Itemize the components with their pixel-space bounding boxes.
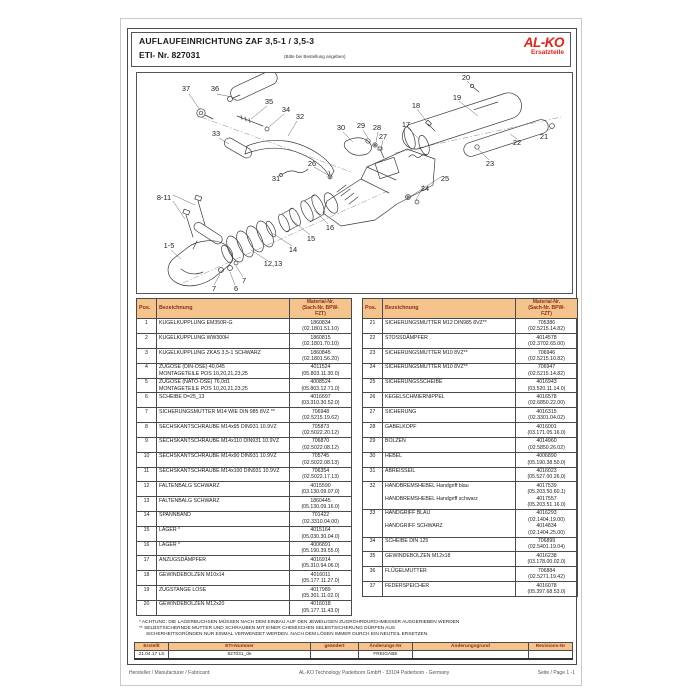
cell-pos: 21 <box>363 319 383 334</box>
table-row <box>137 541 352 556</box>
table-row <box>137 497 352 512</box>
cell-bezeichnung: GABELKOPF <box>383 423 516 438</box>
cell-bezeichnung: SICHERUNGSMUTTER M10 8VZ** <box>383 349 516 364</box>
table-row <box>137 452 352 467</box>
parts-table-right <box>362 298 578 597</box>
table-row <box>363 408 578 423</box>
cell-pos: 12 <box>137 482 157 497</box>
diagram-callout-36: 36 <box>210 84 220 93</box>
cell-pos: 20 <box>137 600 157 615</box>
cell-material-nr: 4006891 (05.190.39.55.0) <box>290 541 352 556</box>
diagram-callout-6: 6 <box>233 284 239 293</box>
cell-material-nr: 4014578 (02.3702.65.00) <box>516 334 578 349</box>
footer-page-number: Seite / Page 1 -1 <box>537 670 575 676</box>
diagram-callout-32: 32 <box>295 112 305 121</box>
cell-bezeichnung: LAGER * <box>157 526 290 541</box>
page-footer <box>129 670 575 676</box>
cell-bezeichnung: FALTENBALG SCHWARZ <box>157 497 290 512</box>
diagram-callout-1-5: 1-5 <box>163 241 175 250</box>
cell-material-nr: 4016914 (05.310.94.06.0) <box>290 556 352 571</box>
parts-table-left <box>136 298 352 616</box>
table-row <box>363 537 578 552</box>
title-block <box>131 32 571 67</box>
diagram-callout-29: 29 <box>356 121 366 130</box>
cell-bezeichnung: SPANNBAND <box>157 511 290 526</box>
footer-manufacturer-label: Hersteller / Manufacturer / Fabricant: <box>129 670 211 676</box>
cell-pos: 35 <box>363 552 383 567</box>
cell-material-nr: 4016578 (02.6850.22.00) <box>516 393 578 408</box>
exploded-diagram <box>136 72 573 294</box>
table-row <box>137 423 352 438</box>
cell-material-nr: 705873 (02.5022.20.12) <box>290 423 352 438</box>
cell-material-nr: 4006890 (05.190.38.50.0) <box>516 452 578 467</box>
cell-bezeichnung: HEBEL <box>383 452 516 467</box>
diagram-callout-31: 31 <box>271 174 281 183</box>
cell-bezeichnung: STOSSDÄMPFER <box>383 334 516 349</box>
order-note: (Bitte bei Bestellung angeben) <box>284 54 346 59</box>
col-header-pos: Pos. <box>137 299 157 319</box>
cell-material-nr: 4015164 (05.030.30.04.0) <box>290 526 352 541</box>
col-header-material <box>290 299 352 319</box>
revision-aenderungs-nr-value: FREIGABE <box>359 651 413 660</box>
revision-eti-nummer-value: 827031_de <box>169 651 311 660</box>
cell-material-nr: 1860815 (02.1801.70.10) <box>290 334 352 349</box>
cell-material-nr: 4015590 (03.130.09.07.0) <box>290 482 352 497</box>
diagram-callout-19: 19 <box>452 93 462 102</box>
diagram-callout-18: 18 <box>411 101 421 110</box>
revision-col-aenderungs-nr: Änderungs-Nr <box>359 643 413 651</box>
cell-material-nr: 4016001 (03.171.05.16.0) <box>516 423 578 438</box>
parts-table-header-row <box>363 299 578 319</box>
cell-material-nr: 4016238 (03.178.00.02.0) <box>516 552 578 567</box>
cell-bezeichnung: SECHSKANTSCHRAUBE M14x90 DIN931 10.9VZ <box>157 452 290 467</box>
cell-material-nr: 706948 (02.5215.19.62) <box>290 408 352 423</box>
revision-col-erstellt: Erstellt <box>135 643 169 651</box>
cell-pos: 8 <box>137 423 157 438</box>
footnote-1: * ACHTUNG: DIE LAGERBUCHSEN MÜSSEN NACH DEM EINBAU AUF DEN JEWEILIGEN ZUGROHRDURCHMESSER AUSGERIEBEN WERDEN <box>139 620 460 625</box>
diagram-callout-33: 33 <box>211 129 221 138</box>
cell-bezeichnung: SECHSKANTSCHRAUBE M14x100 DIN931 10.9VZ <box>157 467 290 482</box>
diagram-callout-27: 27 <box>378 132 388 141</box>
cell-pos: 10 <box>137 452 157 467</box>
cell-bezeichnung: FALTENBALG SCHWARZ <box>157 482 290 497</box>
cell-pos: 3 <box>137 349 157 364</box>
cell-material-nr: 701422 (02.3310.04.00) <box>290 511 352 526</box>
table-row <box>363 349 578 364</box>
diagram-callout-17: 17 <box>401 120 411 129</box>
cell-material-nr: 4014960 (02.5850.26.02) <box>516 437 578 452</box>
cell-pos: 24 <box>363 363 383 378</box>
col-header-material-line3: FZT) <box>541 310 552 317</box>
cell-bezeichnung: HANDGRIFF BLAU HANDGRIFF SCHWARZ <box>383 509 516 537</box>
cell-bezeichnung: GEWINDEBOLZEN M10x14 <box>157 571 290 586</box>
diagram-callout-30: 30 <box>336 123 346 132</box>
revision-col-geaendert: geändert <box>311 643 359 651</box>
cell-pos: 34 <box>363 537 383 552</box>
cell-material-nr: 4016023 (05.527.00.26.0) <box>516 467 578 482</box>
table-row <box>137 349 352 364</box>
revision-table <box>134 642 573 660</box>
alko-logo <box>524 36 564 56</box>
cell-bezeichnung: ZUGSTANGE LOSE <box>157 586 290 601</box>
cell-pos: 6 <box>137 393 157 408</box>
cell-bezeichnung: SICHERUNG <box>383 408 516 423</box>
table-row <box>363 582 578 597</box>
table-row <box>137 334 352 349</box>
cell-bezeichnung: SECHSKANTSCHRAUBE M14x95 DIN931 10.9VZ <box>157 423 290 438</box>
diagram-callout-34: 34 <box>281 105 291 114</box>
cell-material-nr: 706947 (02.5215.14.82) <box>516 363 578 378</box>
cell-bezeichnung: LAGER * <box>157 541 290 556</box>
table-row <box>137 556 352 571</box>
cell-pos: 16 <box>137 541 157 556</box>
cell-bezeichnung: ANZUGSDÄMPFER <box>157 556 290 571</box>
diagram-callout-8-11: 8-11 <box>156 193 172 202</box>
cell-bezeichnung: SICHERUNGSMUTTER M12 DIN985 8VZ** <box>383 319 516 334</box>
cell-material-nr: 4008524 (05.803.12.71.0) <box>290 378 352 393</box>
revision-revisions-nr-value <box>529 651 573 660</box>
cell-bezeichnung: SCHEIBE DIN 125 <box>383 537 516 552</box>
footnote-3: SICHERHEITSGRÜNDEN NUR EINMAL VERWENDET WERDEN. NACH DEM LÖSEN IMMER DURCH EIN NEUTEIL ERSETZEN. <box>146 631 429 637</box>
col-header-pos: Pos. <box>363 299 383 319</box>
alko-logo-text: AL-KO <box>523 35 564 50</box>
cell-bezeichnung: FLÜGELMUTTER <box>383 567 516 582</box>
cell-pos: 28 <box>363 423 383 438</box>
eti-number: ETI- Nr. 827031 <box>139 50 201 60</box>
revision-geaendert-value <box>311 651 359 660</box>
col-header-material-line1: Material-Nr. <box>532 299 561 305</box>
cell-pos: 26 <box>363 393 383 408</box>
cell-pos: 15 <box>137 526 157 541</box>
cell-material-nr: 706946 (02.5215.10.82) <box>516 349 578 364</box>
cell-material-nr: 4011524 (05.803.11.30.0) <box>290 363 352 378</box>
diagram-callout-26: 26 <box>307 159 317 168</box>
cell-pos: 5 <box>137 378 157 393</box>
cell-material-nr: 4016011 (05.177.11.27.0) <box>290 571 352 586</box>
table-row <box>137 393 352 408</box>
revision-col-aenderungsgrund: Änderungsgrund <box>413 643 529 651</box>
cell-material-nr: 706354 (02.5022.17.13) <box>290 467 352 482</box>
table-row <box>363 467 578 482</box>
cell-bezeichnung: HANDBREMSHEBEL Handgriff blau HANDBREMSHEBEL Handgriff schwarz <box>383 482 516 510</box>
cell-pos: 36 <box>363 567 383 582</box>
cell-material-nr: 705386 (02.5215.14.82) <box>516 319 578 334</box>
cell-pos: 33 <box>363 509 383 537</box>
revision-value-row <box>135 651 573 660</box>
cell-material-nr: 705745 (02.5022.08.13) <box>290 452 352 467</box>
table-row <box>137 600 352 615</box>
cell-bezeichnung: KUGELKUPPLUNG EM350R-G <box>157 319 290 334</box>
cell-material-nr: 4016078 (05.397.68.53.0) <box>516 582 578 597</box>
cell-material-nr: 4017989 (05.301.11.02.0) <box>290 586 352 601</box>
table-row <box>363 482 578 510</box>
diagram-callout-12,13: 12,13 <box>263 259 283 268</box>
diagram-callout-16: 16 <box>325 223 335 232</box>
col-header-bezeichnung: Bezeichnung <box>383 299 516 319</box>
cell-bezeichnung: SICHERUNGSSCHEIBE <box>383 378 516 393</box>
sheet-frame <box>127 28 577 665</box>
cell-material-nr: 1860845 (02.1801.56.20) <box>290 349 352 364</box>
cell-pos: 29 <box>363 437 383 452</box>
cell-material-nr: 4016315 (02.3301.04.02) <box>516 408 578 423</box>
table-row <box>137 363 352 378</box>
diagram-callout-20: 20 <box>461 73 471 82</box>
table-row <box>137 408 352 423</box>
cell-material-nr: 1860445 (05.130.09.16.0) <box>290 497 352 512</box>
cell-material-nr: 4016943 (03.520.11.14.0) <box>516 378 578 393</box>
table-row <box>363 378 578 393</box>
table-row <box>363 319 578 334</box>
diagram-callout-7: 7 <box>211 284 217 293</box>
cell-pos: 22 <box>363 334 383 349</box>
col-header-material <box>516 299 578 319</box>
revision-col-eti-nummer: ETI-Nummer <box>169 643 311 651</box>
table-row <box>363 423 578 438</box>
cell-pos: 25 <box>363 378 383 393</box>
cell-pos: 18 <box>137 571 157 586</box>
diagram-callout-7: 7 <box>241 276 247 285</box>
diagram-callout-35: 35 <box>264 97 274 106</box>
cell-bezeichnung: BOLZEN <box>383 437 516 452</box>
table-row <box>363 363 578 378</box>
table-row <box>363 567 578 582</box>
cell-bezeichnung: SCHEIBE D=25_13 <box>157 393 290 408</box>
cell-bezeichnung: KUGELKUPPLUNG WW300H <box>157 334 290 349</box>
cell-bezeichnung: GEWINDEBOLZEN M12x18 <box>383 552 516 567</box>
table-row <box>137 378 352 393</box>
cell-bezeichnung: FEDERSPEICHER <box>383 582 516 597</box>
col-header-material-line2: (Sach-Nr. BPW- <box>528 304 565 311</box>
table-row <box>137 319 352 334</box>
diagram-callout-14: 14 <box>288 245 298 254</box>
diagram-callout-23: 23 <box>485 159 495 168</box>
col-header-material-line2: (Sach-Nr. BPW- <box>302 304 339 311</box>
footer-company: AL-KO Technology Paderborn GmbH - 33104 Paderborn - Germany <box>298 670 450 676</box>
document-page <box>120 18 582 686</box>
table-row <box>363 437 578 452</box>
diagram-callout-25: 25 <box>440 174 450 183</box>
cell-material-nr: 4016018 (05.177.11.43.0) <box>290 600 352 615</box>
diagram-callout-21: 21 <box>539 132 549 141</box>
table-row <box>137 437 352 452</box>
cell-pos: 30 <box>363 452 383 467</box>
cell-material-nr: 4016697 (03.310.30.52.0) <box>290 393 352 408</box>
revision-erstellt-value: 21.04.17 LS <box>135 651 169 660</box>
diagram-callout-28: 28 <box>372 123 382 132</box>
revision-col-revisions-nr: Revisions-Nr <box>529 643 573 651</box>
cell-pos: 37 <box>363 582 383 597</box>
cell-pos: 27 <box>363 408 383 423</box>
cell-bezeichnung: GEWINDEBOLZEN M12x20 <box>157 600 290 615</box>
diagram-callout-22: 22 <box>512 138 522 147</box>
cell-bezeichnung: KUGELKUPPLUNG ZKAS 3,5-1 SCHWARZ <box>157 349 290 364</box>
cell-bezeichnung: ZUGÖSE (DIN-ÖSE) 40,045 MONTAGETEILE POS 10,20,21,23,25 <box>157 363 290 378</box>
cell-pos: 31 <box>363 467 383 482</box>
cell-material-nr: 706899 (02.5401.19.04) <box>516 537 578 552</box>
table-row <box>137 526 352 541</box>
table-row <box>137 586 352 601</box>
alko-logo-subtitle: Ersatzteile <box>531 49 564 56</box>
cell-material-nr: 706884 (02.5271.19.42) <box>516 567 578 582</box>
revision-aenderungsgrund-value <box>413 651 529 660</box>
cell-material-nr: 4017539 (05.203.50.60.1) 4017557 (05.203.51.16.0) <box>516 482 578 510</box>
table-row <box>363 552 578 567</box>
diagram-callout-15: 15 <box>306 234 316 243</box>
cell-pos: 13 <box>137 497 157 512</box>
cell-material-nr: 1860834 (02.1801.51.10) <box>290 319 352 334</box>
parts-table-header-row <box>137 299 352 319</box>
page-title: AUFLAUFEINRICHTUNG ZAF 3,5-1 / 3,5-3 <box>139 36 315 46</box>
cell-pos: 19 <box>137 586 157 601</box>
cell-bezeichnung: SICHERUNGSMUTTER M14 WIE DIN 985 8VZ ** <box>157 408 290 423</box>
col-header-bezeichnung: Bezeichnung <box>157 299 290 319</box>
table-row <box>137 482 352 497</box>
cell-bezeichnung: SICHERUNGSMUTTER M10 8VZ** <box>383 363 516 378</box>
col-header-material-line1: Material-Nr. <box>306 299 335 305</box>
cell-bezeichnung: ZUGÖSE (NATO-ÖSE) 76,0d1 MONTAGETEILE POS 10,20,21,23,25 <box>157 378 290 393</box>
table-row <box>137 511 352 526</box>
cell-pos: 17 <box>137 556 157 571</box>
table-row <box>363 393 578 408</box>
diagram-callout-37: 37 <box>181 84 191 93</box>
diagram-callout-24: 24 <box>420 184 430 193</box>
cell-material-nr: 4016293 (02.1404.19.00) 4014834 (02.1404.25.00) <box>516 509 578 537</box>
col-header-material-line3: FZT) <box>315 310 326 317</box>
cell-pos: 14 <box>137 511 157 526</box>
cell-pos: 23 <box>363 349 383 364</box>
cell-pos: 4 <box>137 363 157 378</box>
table-row <box>137 467 352 482</box>
revision-header-row <box>135 643 573 651</box>
diagram-line-art <box>137 73 573 294</box>
table-row <box>363 334 578 349</box>
cell-bezeichnung: SECHSKANTSCHRAUBE M14x110 DIN931 10.9VZ <box>157 437 290 452</box>
table-row <box>363 509 578 537</box>
cell-pos: 11 <box>137 467 157 482</box>
cell-pos: 7 <box>137 408 157 423</box>
cell-bezeichnung: KEGELSCHMIERNIPPEL <box>383 393 516 408</box>
footnote-2: ** SELBSTSICHERNDE MUTTER UND SCHRAUBEN MIT EINER CHEMISCHEN SELBSTSICHERUNG DÜRFEN AUS <box>139 625 396 631</box>
cell-pos: 32 <box>363 482 383 510</box>
table-row <box>137 571 352 586</box>
footnotes <box>139 620 459 638</box>
cell-bezeichnung: ABREISSEIL <box>383 467 516 482</box>
cell-material-nr: 706870 (02.5022.08.12) <box>290 437 352 452</box>
cell-pos: 1 <box>137 319 157 334</box>
cell-pos: 9 <box>137 437 157 452</box>
cell-pos: 2 <box>137 334 157 349</box>
table-row <box>363 452 578 467</box>
